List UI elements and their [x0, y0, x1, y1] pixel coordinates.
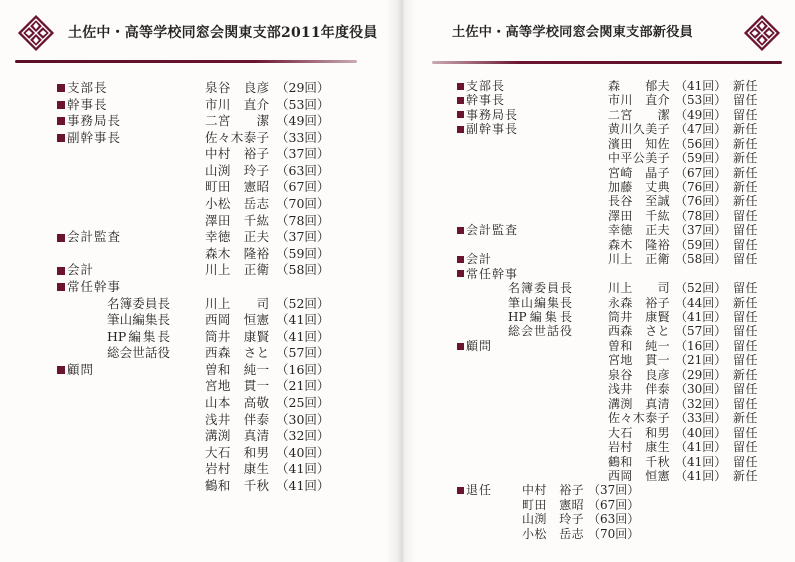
officer-row — [0, 382, 795, 396]
role-label: 会計監査 — [67, 229, 122, 245]
graduating-class: （76回） — [675, 194, 727, 209]
status-label: 新任 — [733, 194, 759, 209]
officer-row — [0, 397, 795, 411]
officer-row — [0, 79, 795, 93]
officer-name: 加藤 丈典 — [608, 179, 671, 194]
sub-role-label: 名簿委員長 — [107, 295, 170, 311]
status-label: 留任 — [733, 396, 759, 411]
officer-name: 筒井 康賢 — [205, 328, 270, 344]
officer-row — [0, 108, 795, 122]
graduating-class: （78回） — [675, 208, 727, 223]
officer-name: 二宮 潔 — [205, 113, 270, 129]
officer-name: 幸徳 正夫 — [608, 223, 671, 238]
retired-row — [0, 483, 795, 497]
officer-name: 泉谷 良彦 — [608, 367, 671, 382]
officer-row — [0, 194, 795, 208]
page-title: 土佐中・高等学校同窓会関東支部新役員 — [452, 25, 693, 40]
officer-row — [0, 122, 795, 136]
officer-name: 浅井 伴泰 — [608, 382, 671, 397]
role-label: 会計 — [67, 262, 95, 278]
status-label: 留任 — [733, 237, 759, 252]
graduating-class: （57回） — [276, 345, 330, 361]
graduating-class: （41回） — [276, 312, 330, 328]
square-bullet-icon — [457, 256, 464, 263]
square-bullet-icon — [457, 487, 464, 494]
officer-row — [0, 368, 795, 382]
officer-name: 中平公美子 — [608, 151, 671, 166]
officer-name: 川上 司 — [608, 281, 671, 296]
graduating-class: （25回） — [276, 395, 330, 411]
officer-name: 永森 裕子 — [608, 295, 671, 310]
officer-row — [0, 278, 795, 296]
role-label: 事務局長 — [67, 113, 122, 129]
graduating-class: （30回） — [276, 411, 330, 427]
square-bullet-icon — [457, 97, 464, 104]
graduating-class: （56回） — [675, 136, 727, 151]
graduating-class: （44回） — [675, 295, 727, 310]
square-bullet-icon — [457, 111, 464, 118]
graduating-class: （32回） — [675, 396, 727, 411]
status-label: 新任 — [733, 411, 759, 426]
officer-row — [0, 353, 795, 367]
officer-name: 大石 和男 — [608, 425, 671, 440]
role-label: 常任幹事 — [67, 278, 122, 294]
officer-name: 中村 裕子 — [205, 146, 270, 162]
status-label: 留任 — [733, 208, 759, 223]
status-label: 新任 — [733, 367, 759, 382]
officer-name: 西岡 恒憲 — [608, 468, 671, 483]
officer-name: 鶴和 千秋 — [608, 454, 671, 469]
sub-role-label: 筆山編集長 — [107, 312, 170, 328]
officer-name: 岩村 康生 — [205, 461, 270, 477]
status-label: 留任 — [733, 324, 759, 339]
officer-name: 佐々木泰子 — [205, 129, 270, 145]
officer-name: 西岡 恒憲 — [205, 312, 270, 328]
graduating-class: （21回） — [675, 353, 727, 368]
officer-name: 長谷 至誠 — [608, 194, 671, 209]
graduating-class: （37回） — [675, 223, 727, 238]
graduating-class: （78回） — [276, 212, 330, 228]
role-label: 顧問 — [466, 338, 493, 353]
retired-row — [0, 527, 795, 541]
status-label: 新任 — [733, 136, 759, 151]
status-label: 留任 — [733, 440, 759, 455]
role-label: 副幹事長 — [67, 129, 122, 145]
officer-name: 二宮 潔 — [608, 107, 671, 122]
officer-name: 森 郁夫 — [608, 78, 671, 93]
square-bullet-icon — [457, 227, 464, 234]
role-label: 幹事長 — [67, 96, 108, 112]
officer-name: 鶴和 千秋 — [205, 477, 270, 493]
role-label: 支部長 — [466, 78, 506, 93]
graduating-class: （67回） — [675, 165, 727, 180]
officer-row — [0, 151, 795, 165]
status-label: 新任 — [733, 151, 759, 166]
graduating-class: （63回） — [276, 162, 330, 178]
graduating-class: （41回） — [675, 468, 727, 483]
status-label: 新任 — [733, 179, 759, 194]
graduating-class: （70回） — [276, 196, 330, 212]
sub-role-label: 総会世話役 — [107, 345, 170, 361]
status-label: 留任 — [733, 281, 759, 296]
officer-name: 森木 隆裕 — [608, 237, 671, 252]
graduating-class: （47回） — [675, 122, 727, 137]
officer-row — [0, 469, 795, 483]
officer-name: 山渕 玲子 — [205, 162, 270, 178]
graduating-class: （30回） — [675, 382, 727, 397]
officer-name: 曽和 純一 — [205, 361, 270, 377]
page-title: 土佐中・高等学校同窓会関東支部2011年度役員 — [68, 25, 378, 41]
officer-name: 町田 憲昭 — [522, 497, 585, 512]
graduating-class: （41回） — [276, 461, 330, 477]
officer-row — [0, 455, 795, 469]
retired-row — [0, 498, 795, 512]
graduating-class: （67回） — [588, 497, 640, 512]
status-label: 留任 — [733, 353, 759, 368]
role-label: 支部長 — [67, 80, 108, 95]
officer-name: 山本 高敬 — [205, 395, 270, 411]
role-label: 会計監査 — [466, 223, 519, 238]
retired-label: 退任 — [466, 483, 493, 498]
retired-row — [0, 512, 795, 526]
square-bullet-icon — [457, 270, 464, 277]
officer-name: 宮地 貫一 — [608, 353, 671, 368]
officer-row — [0, 252, 795, 266]
officer-row — [0, 238, 795, 252]
officer-name: 澤田 千紘 — [608, 208, 671, 223]
officer-name: 溝渕 真清 — [205, 428, 270, 444]
officer-name: 溝渕 真清 — [608, 396, 671, 411]
role-label: 副幹事長 — [466, 122, 519, 137]
officer-row — [0, 180, 795, 194]
status-label: 留任 — [733, 310, 759, 324]
officer-row — [0, 223, 795, 237]
graduating-class: （53回） — [276, 96, 330, 112]
graduating-class: （21回） — [276, 378, 330, 394]
officer-name: 川上 正衛 — [608, 252, 671, 267]
status-label: 新任 — [733, 295, 759, 310]
graduating-class: （29回） — [675, 367, 727, 382]
officer-name: 川上 正衛 — [205, 262, 270, 278]
officer-name: 曽和 純一 — [608, 338, 671, 353]
status-label: 留任 — [733, 425, 759, 440]
status-label: 新任 — [733, 468, 759, 483]
graduating-class: （67回） — [276, 179, 330, 195]
graduating-class: （59回） — [276, 245, 330, 261]
square-bullet-icon — [457, 126, 464, 133]
graduating-class: （40回） — [276, 444, 330, 460]
graduating-class: （41回） — [276, 477, 330, 493]
graduating-class: （52回） — [276, 295, 330, 311]
graduating-class: （41回） — [675, 454, 727, 469]
officer-name: 小松 岳志 — [205, 196, 270, 212]
graduating-class: （41回） — [675, 78, 727, 93]
officer-name: 澤田 千紘 — [205, 212, 270, 228]
graduating-class: （41回） — [675, 440, 727, 455]
officer-name: 森木 隆裕 — [205, 245, 270, 261]
square-bullet-icon — [457, 343, 464, 350]
status-label: 留任 — [733, 223, 759, 238]
officer-name: 黄川久美子 — [608, 122, 671, 137]
officer-name: 西森 さと — [608, 324, 671, 339]
graduating-class: （41回） — [675, 310, 727, 324]
graduating-class: （57回） — [675, 324, 727, 339]
graduating-class: （52回） — [675, 281, 727, 296]
role-label: 顧問 — [67, 361, 95, 377]
role-label: 会計 — [466, 252, 493, 267]
graduating-class: （49回） — [276, 113, 330, 129]
officer-row — [0, 411, 795, 425]
sub-role-label: 筆山編集長 — [508, 295, 572, 310]
officer-row — [0, 440, 795, 454]
officer-name: 宮地 貫一 — [205, 378, 270, 394]
graduating-class: （70回） — [588, 526, 640, 541]
sub-role-label: HP編集長 — [508, 310, 572, 324]
graduating-class: （49回） — [675, 107, 727, 122]
graduating-class: （59回） — [675, 237, 727, 252]
officer-name: 佐々木泰子 — [608, 411, 671, 426]
graduating-class: （53回） — [675, 93, 727, 108]
officer-name: 大石 和男 — [205, 444, 270, 460]
status-label: 留任 — [733, 252, 759, 267]
officer-row — [0, 296, 795, 310]
graduating-class: （40回） — [675, 425, 727, 440]
officer-row — [0, 324, 795, 338]
graduating-class: （16回） — [675, 338, 727, 353]
officer-name: 市川 直介 — [205, 96, 270, 112]
officer-row — [0, 426, 795, 440]
graduating-class: （59回） — [675, 151, 727, 166]
officer-name: 幸徳 正夫 — [205, 229, 270, 245]
status-label: 新任 — [733, 122, 759, 137]
officer-row — [0, 310, 795, 324]
graduating-class: （41回） — [276, 328, 330, 344]
sub-role-label: HP編集長 — [107, 328, 170, 344]
officer-row — [0, 93, 795, 107]
officer-name: 小松 岳志 — [522, 526, 585, 541]
status-label: 新任 — [733, 165, 759, 180]
officer-row — [0, 137, 795, 151]
square-bullet-icon — [457, 83, 464, 90]
graduating-class: （37回） — [276, 229, 330, 245]
officer-name: 町田 憲昭 — [205, 179, 270, 195]
officer-row — [0, 339, 795, 353]
officer-row — [0, 166, 795, 180]
status-label: 留任 — [733, 338, 759, 353]
graduating-class: （37回） — [588, 483, 640, 498]
officer-name: 山渕 玲子 — [522, 512, 585, 527]
sub-role-label: 総会世話役 — [508, 324, 572, 339]
officer-row — [0, 209, 795, 223]
officer-name: 宮崎 晶子 — [608, 165, 671, 180]
status-label: 留任 — [733, 93, 759, 108]
officer-name: 西森 さと — [205, 345, 270, 361]
graduating-class: （63回） — [588, 512, 640, 527]
officer-name: 濱田 知佐 — [608, 136, 671, 151]
role-label: 幹事長 — [466, 93, 506, 108]
status-label: 留任 — [733, 107, 759, 122]
graduating-class: （33回） — [675, 411, 727, 426]
graduating-class: （58回） — [276, 262, 330, 278]
officer-name: 中村 裕子 — [522, 483, 585, 498]
status-label: 留任 — [733, 382, 759, 397]
graduating-class: （16回） — [276, 361, 330, 377]
officer-name: 市川 直介 — [608, 93, 671, 108]
graduating-class: （33回） — [276, 129, 330, 145]
role-label: 事務局長 — [466, 107, 519, 122]
graduating-class: （76回） — [675, 179, 727, 194]
status-label: 留任 — [733, 454, 759, 469]
graduating-class: （58回） — [675, 252, 727, 267]
role-label: 常任幹事 — [466, 266, 519, 281]
officer-name: 川上 司 — [205, 295, 270, 311]
graduating-class: （29回） — [276, 80, 330, 95]
sub-role-label: 名簿委員長 — [508, 281, 572, 296]
officer-name: 筒井 康賢 — [608, 310, 671, 324]
officer-name: 泉谷 良彦 — [205, 80, 270, 95]
status-label: 新任 — [733, 78, 759, 93]
officer-name: 浅井 伴泰 — [205, 411, 270, 427]
officer-name: 岩村 康生 — [608, 440, 671, 455]
officer-row — [0, 267, 795, 281]
graduating-class: （37回） — [276, 146, 330, 162]
graduating-class: （32回） — [276, 428, 330, 444]
